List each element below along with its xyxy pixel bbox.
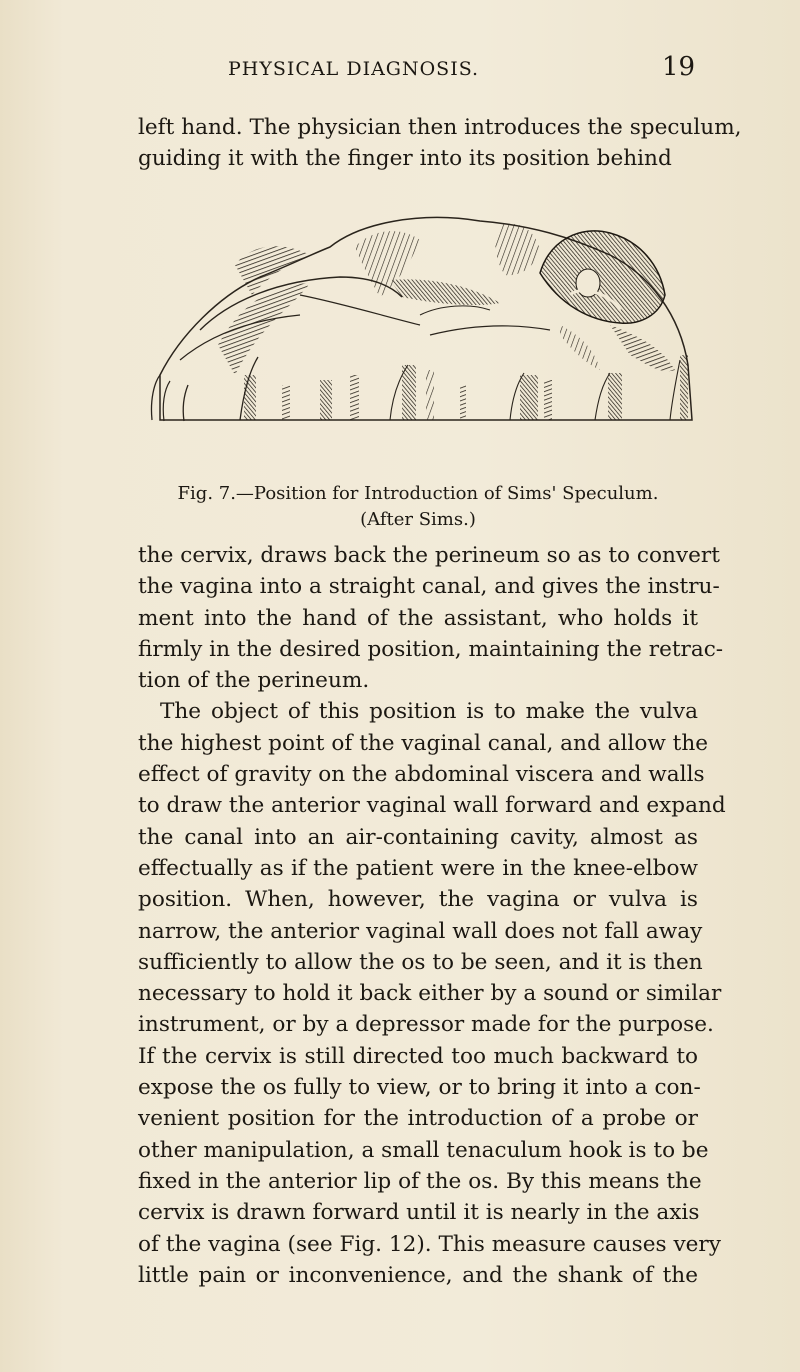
text-line: effect of gravity on the abdominal viscera and walls	[138, 762, 705, 788]
text-line: expose the os fully to view, or to bring it into a con-	[138, 1075, 701, 1101]
text-line: left hand. The physician then introduces the speculum,	[138, 115, 742, 140]
text-line: sufficiently to allow the os to be seen, and it is then	[138, 949, 703, 975]
text-line: effectually as if the patient were in the knee-elbow	[138, 855, 698, 881]
text-line: If the cervix is still directed too much backward to	[138, 1043, 698, 1069]
text-line: The object of this position is to make the vulva	[160, 699, 698, 725]
text-line: tion of the perineum.	[138, 668, 370, 694]
text-line: to draw the anterior vaginal wall forward and expand	[138, 793, 726, 819]
top-paragraph	[138, 112, 742, 175]
text-line: the highest point of the vaginal canal, and allow the	[138, 730, 709, 756]
running-head: PHYSICAL DIAGNOSIS.	[228, 58, 480, 80]
text-line: venient position for the introduction of a probe or	[138, 1106, 698, 1132]
sims-position-engraving	[140, 185, 700, 475]
figure-caption: Fig. 7.—Position for Introduction of Sims' Speculum.	[177, 483, 659, 504]
page-number: 19	[662, 52, 696, 82]
text-line: necessary to hold it back either by a sound or similar	[138, 981, 722, 1007]
text-line: fixed in the anterior lip of the os. By this means the	[138, 1168, 702, 1194]
figure-illustration	[140, 185, 700, 475]
figure-credit: (After Sims.)	[360, 509, 476, 530]
body-paragraphs	[138, 540, 726, 1291]
text-line: ment into the hand of the assistant, who holds it	[138, 605, 698, 631]
text-line: cervix is drawn forward until it is nearly in the axis	[138, 1200, 700, 1226]
text-line: guiding it with the finger into its position behind	[138, 146, 672, 172]
text-line: the vagina into a straight canal, and gives the instru-	[138, 574, 720, 600]
text-line: of the vagina (see Fig. 12). This measure causes very	[138, 1231, 721, 1257]
text-line: the canal into an air-containing cavity, almost as	[138, 824, 698, 850]
text-line: the cervix, draws back the perineum so as to convert	[138, 543, 720, 568]
text-line: instrument, or by a depressor made for the purpose.	[138, 1012, 714, 1038]
text-line: other manipulation, a small tenaculum hook is to be	[138, 1137, 709, 1163]
text-line: narrow, the anterior vaginal wall does not fall away	[138, 918, 703, 944]
text-line: position. When, however, the vagina or vulva is	[138, 887, 698, 913]
text-line: firmly in the desired position, maintaining the retrac-	[138, 636, 724, 662]
text-line: little pain or inconvenience, and the shank of the	[138, 1262, 698, 1288]
